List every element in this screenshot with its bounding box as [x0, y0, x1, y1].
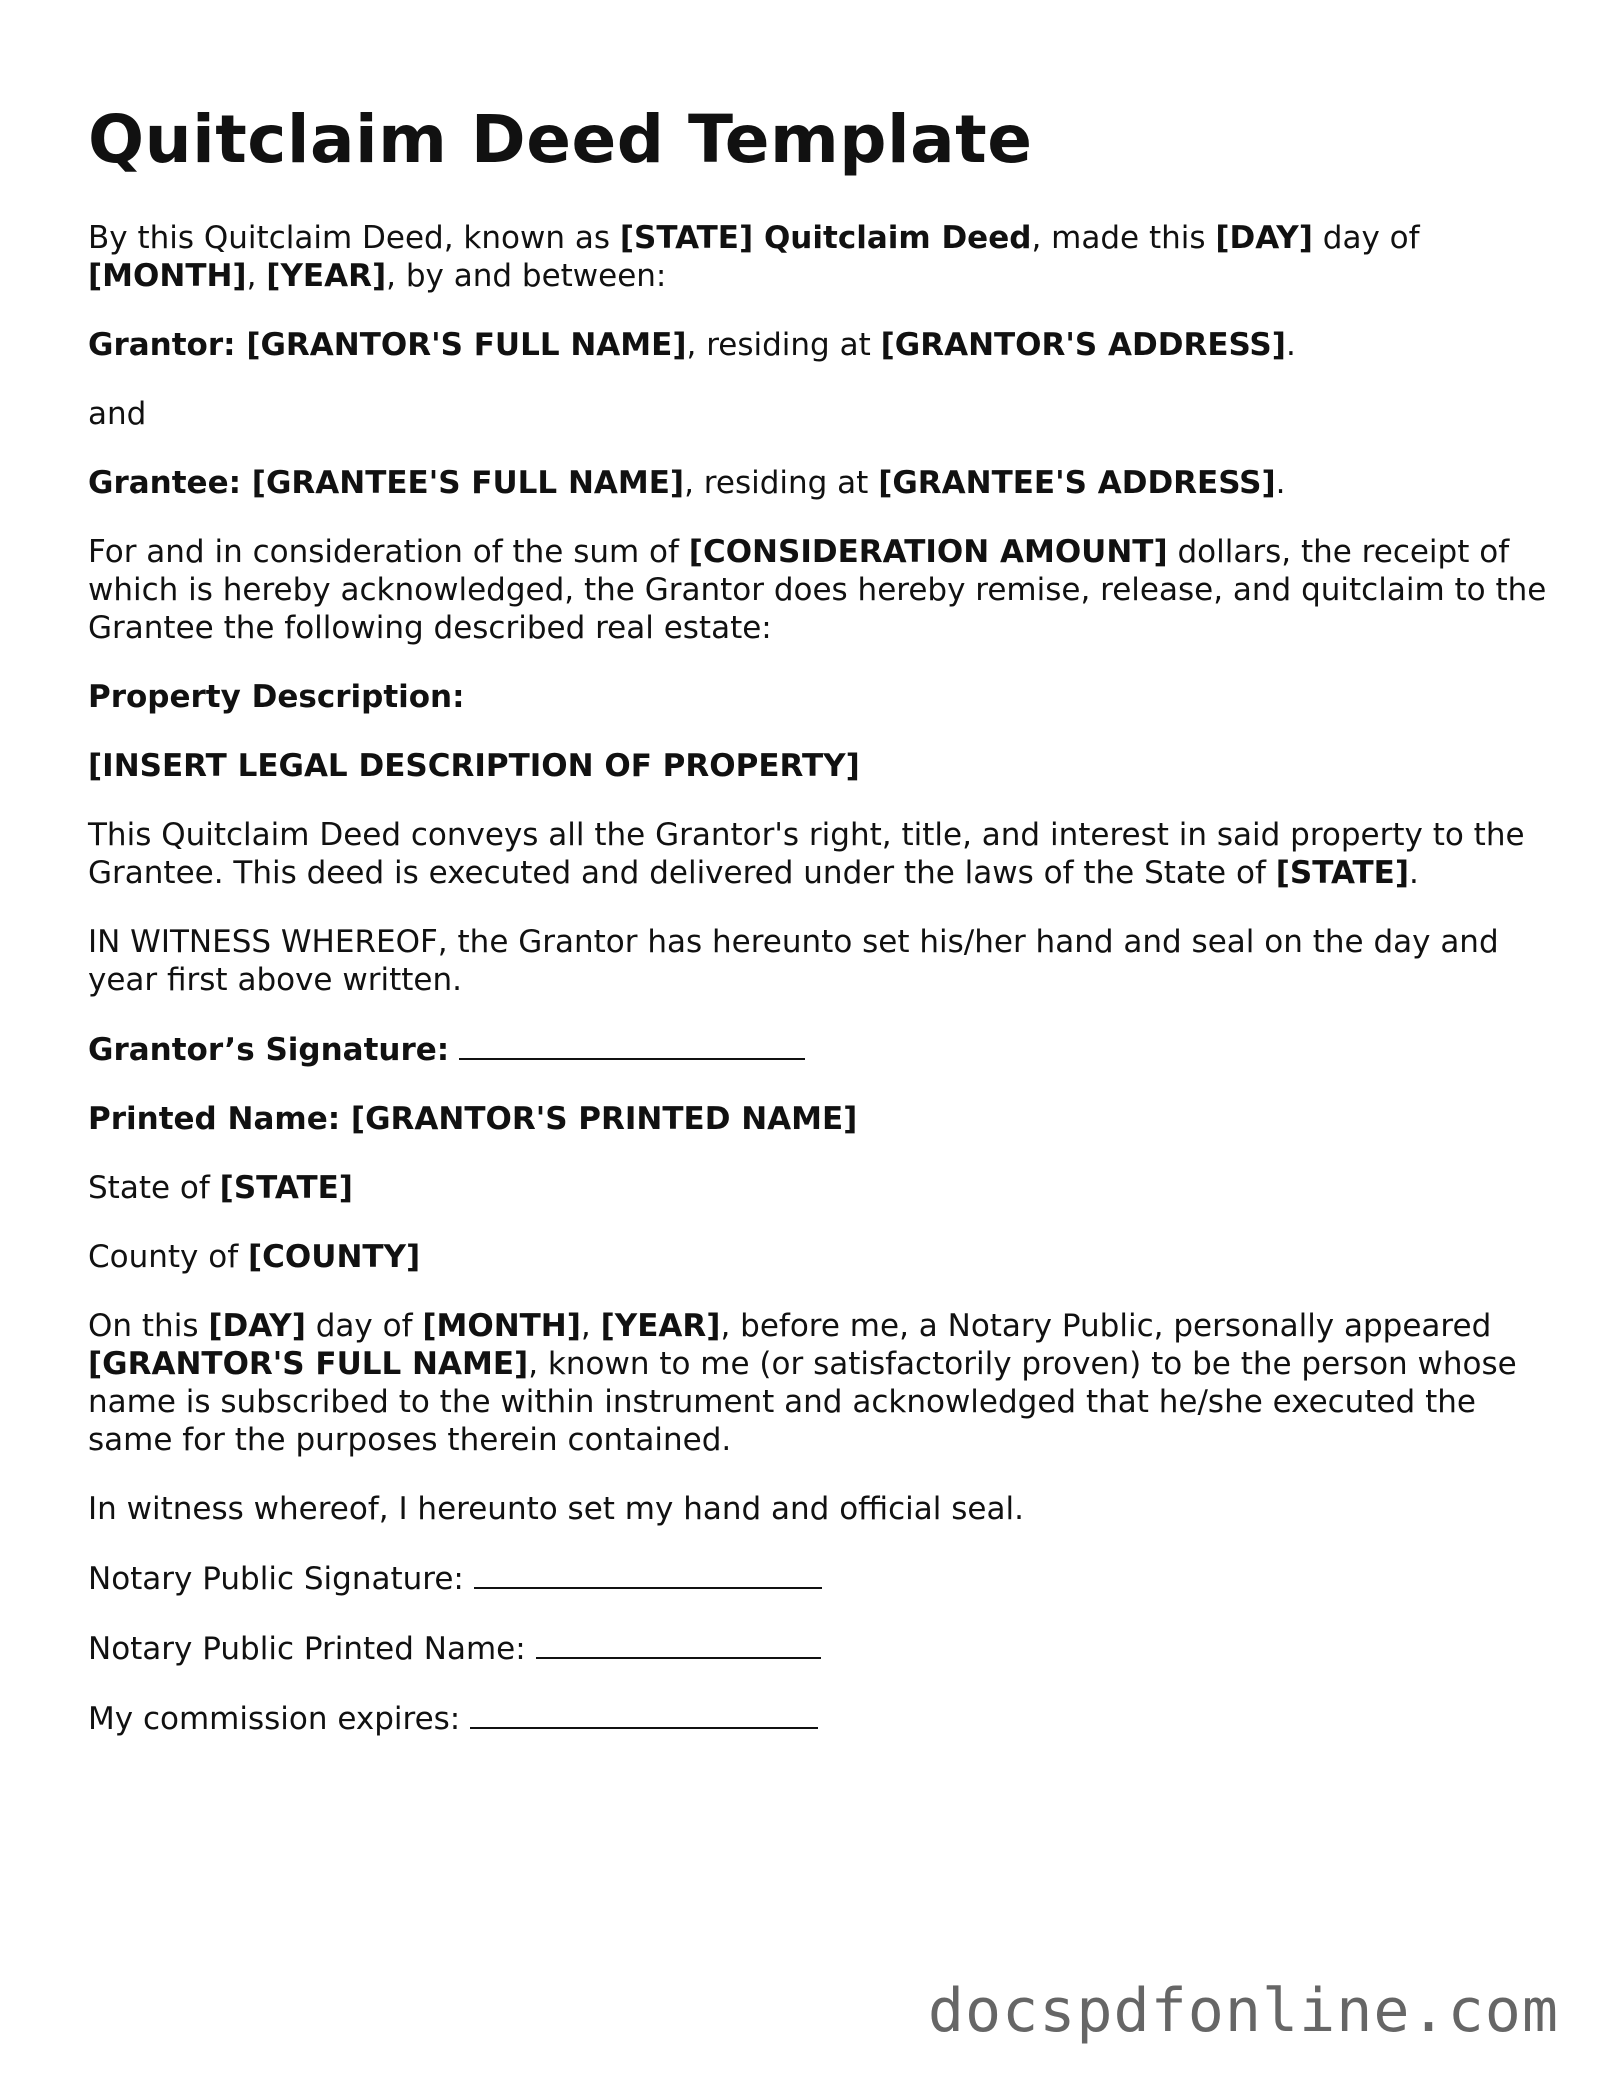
notary-printed-name-blank[interactable] — [536, 1629, 821, 1659]
consideration-text-1: For and in consideration of the sum of — [88, 533, 689, 570]
notary-text-2: day of — [305, 1307, 423, 1344]
property-placeholder-paragraph — [88, 747, 1548, 785]
intro-text-4: , — [246, 257, 267, 294]
state-line-label: State of — [88, 1169, 220, 1206]
commission-line — [88, 1699, 1548, 1738]
notary-day-placeholder: [DAY] — [208, 1307, 306, 1344]
state-line — [88, 1169, 1548, 1207]
commission-label: My commission expires: — [88, 1700, 461, 1737]
conveys-text-1: This Quitclaim Deed conveys all the Grantor's right, title, and interest in said property to the Grantee. This deed is executed and delivered under the laws of the State of — [88, 816, 1525, 891]
grantor-paragraph — [88, 326, 1548, 364]
notary-signature-label: Notary Public Signature: — [88, 1560, 464, 1597]
notary-printed-name-line — [88, 1629, 1548, 1668]
document-page — [88, 101, 1548, 1769]
intro-text-3: day of — [1312, 219, 1420, 256]
consideration-paragraph — [88, 533, 1548, 647]
notary-text-5: , known to me (or satisfactorily proven) to be the person whose name is subscribed to the within instrument and acknowledged that he/she executed the same for the purposes therein contained. — [88, 1345, 1517, 1458]
intro-paragraph — [88, 219, 1548, 295]
notary-text-1: On this — [88, 1307, 209, 1344]
commission-expires-blank[interactable] — [470, 1699, 818, 1729]
county-line — [88, 1238, 1548, 1276]
conveys-state-placeholder: [STATE] — [1275, 854, 1410, 891]
state-deed-placeholder: [STATE] Quitclaim Deed — [619, 219, 1032, 256]
page-title: Quitclaim Deed Template — [88, 101, 1033, 178]
grantor-signature-line — [88, 1030, 1548, 1069]
notary-grantor-name-placeholder: [GRANTOR'S FULL NAME] — [88, 1345, 529, 1382]
grantee-address-placeholder: [GRANTEE'S ADDRESS] — [878, 464, 1276, 501]
intro-text-2: , made this — [1031, 219, 1216, 256]
notary-signature-blank[interactable] — [474, 1559, 822, 1589]
notary-signature-line — [88, 1559, 1548, 1598]
conveys-text-2: . — [1409, 854, 1419, 891]
notary-acknowledgment-paragraph — [88, 1307, 1548, 1459]
state-line-value: [STATE] — [219, 1169, 353, 1206]
property-heading: Property Description: — [88, 678, 465, 715]
month-placeholder: [MONTH] — [88, 257, 247, 294]
notary-year-placeholder: [YEAR] — [600, 1307, 721, 1344]
watermark-text: docspdfonline.com — [927, 1976, 1559, 2046]
consideration-text-2: dollars, the receipt of which is hereby acknowledged, the Grantor does hereby remise, release, and quitclaim to the Grantee the following described real estate: — [88, 533, 1547, 646]
grantee-label: Grantee: [GRANTEE'S FULL NAME] — [88, 464, 685, 501]
witness-paragraph: IN WITNESS WHEREOF, the Grantor has hereunto set his/her hand and seal on the day and year first above written. — [88, 923, 1499, 998]
printed-name-label: Printed Name: [GRANTOR'S PRINTED NAME] — [88, 1100, 858, 1137]
day-placeholder: [DAY] — [1215, 219, 1313, 256]
notary-printed-name-label: Notary Public Printed Name: — [88, 1630, 526, 1667]
grantor-label: Grantor: [GRANTOR'S FULL NAME] — [88, 326, 687, 363]
grantee-paragraph — [88, 464, 1548, 502]
grantor-text-1: , residing at — [686, 326, 881, 363]
intro-text-5: , by and between: — [386, 257, 667, 294]
conveys-paragraph — [88, 816, 1548, 892]
grantor-address-placeholder: [GRANTOR'S ADDRESS] — [880, 326, 1286, 363]
notary-text-3: , — [580, 1307, 601, 1344]
notary-month-placeholder: [MONTH] — [422, 1307, 581, 1344]
county-line-label: County of — [88, 1238, 248, 1275]
notary-witness-paragraph: In witness whereof, I hereunto set my hand and official seal. — [88, 1490, 1024, 1527]
property-heading-paragraph — [88, 678, 1548, 716]
county-line-value: [COUNTY] — [248, 1238, 421, 1275]
year-placeholder: [YEAR] — [266, 257, 387, 294]
grantor-signature-blank[interactable] — [459, 1030, 805, 1060]
grantor-signature-label: Grantor’s Signature: — [88, 1031, 450, 1068]
and-paragraph: and — [88, 395, 147, 432]
property-placeholder: [INSERT LEGAL DESCRIPTION OF PROPERTY] — [88, 747, 860, 784]
grantee-text-2: . — [1275, 464, 1286, 501]
intro-text-1: By this Quitclaim Deed, known as — [88, 219, 620, 256]
printed-name-line — [88, 1100, 1548, 1138]
consideration-amount-placeholder: [CONSIDERATION AMOUNT] — [688, 533, 1168, 570]
notary-text-4: , before me, a Notary Public, personally appeared — [720, 1307, 1492, 1344]
grantee-text-1: , residing at — [684, 464, 879, 501]
grantor-text-2: . — [1285, 326, 1296, 363]
